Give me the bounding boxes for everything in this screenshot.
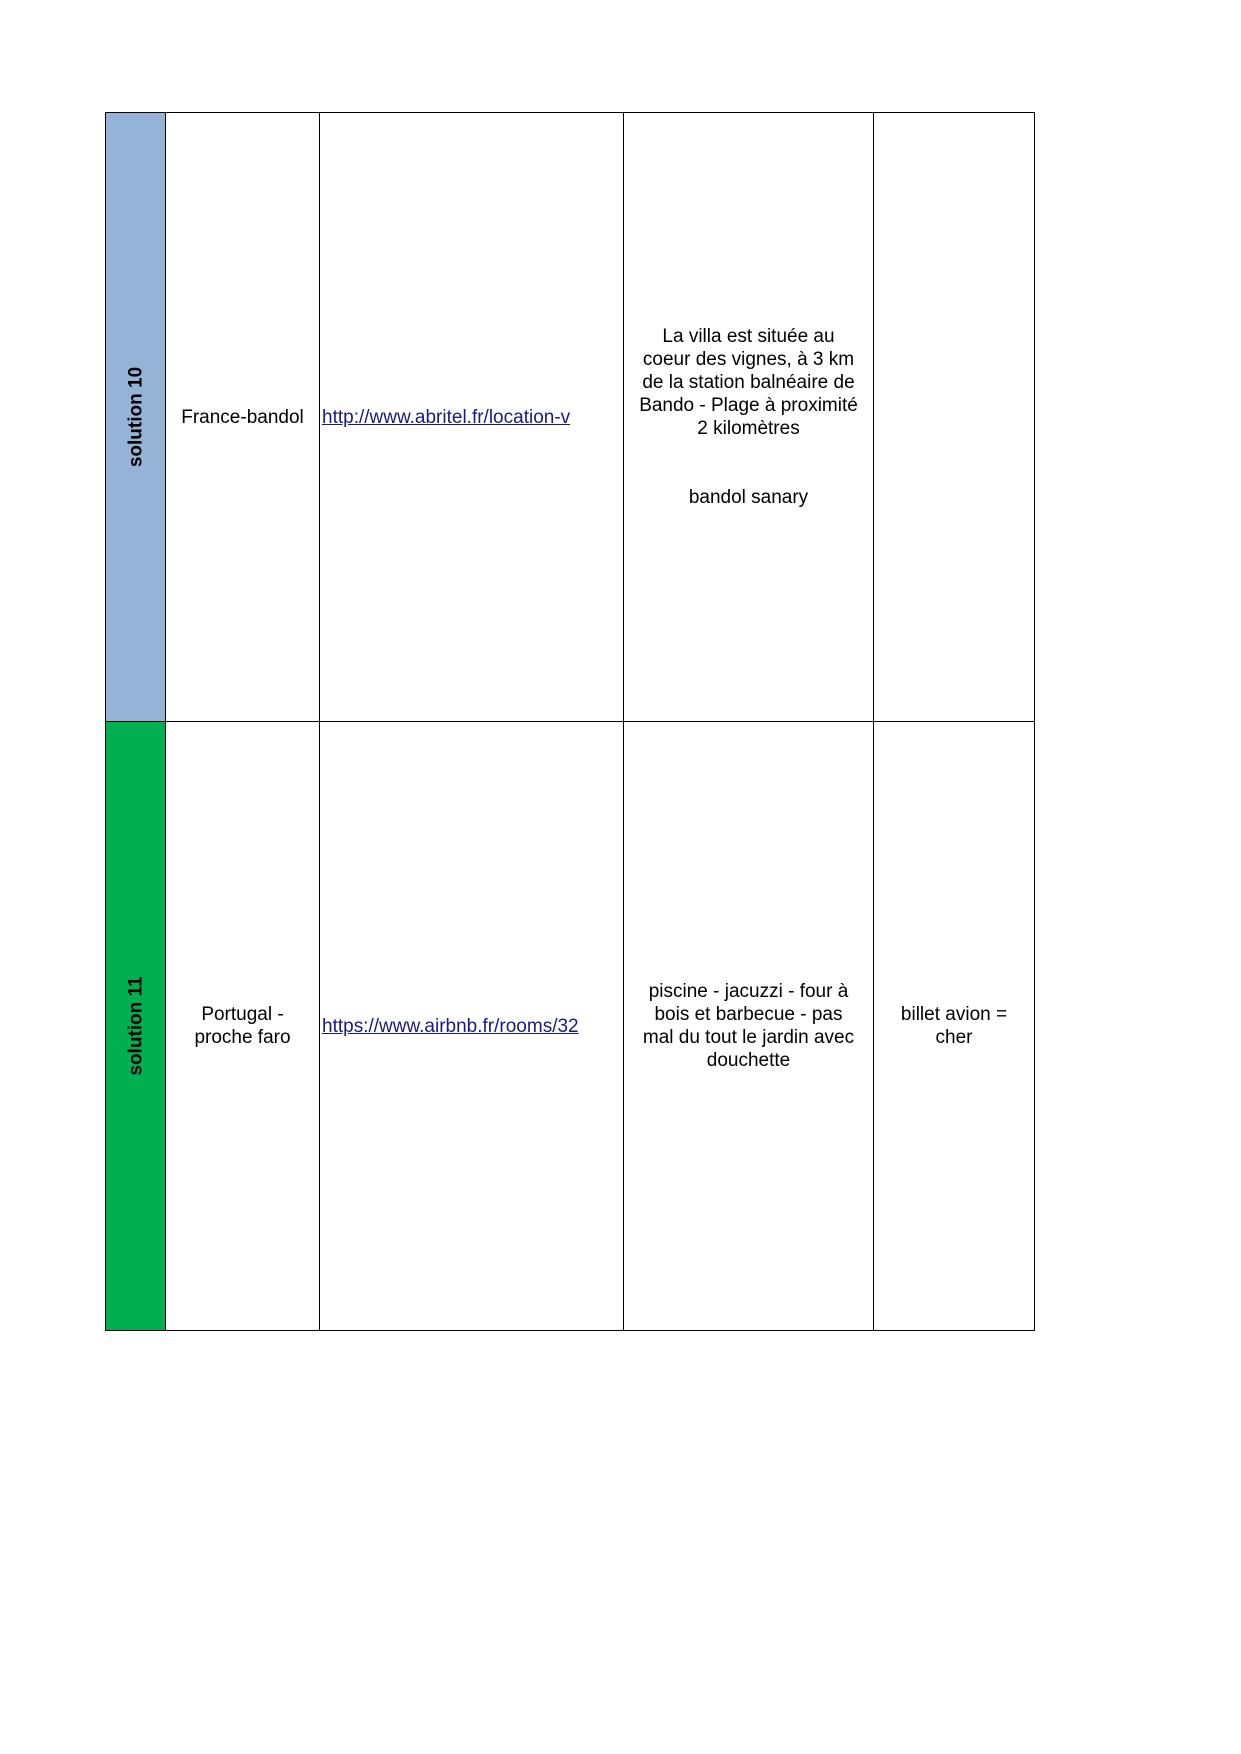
listing-link[interactable]: http://www.abritel.fr/location-v [322,406,571,428]
location-text: France-bandol [181,406,304,428]
comparison-table [105,112,1035,1331]
description-line: Bando - Plage à proximité [639,395,858,416]
description-extra: bandol sanary [688,487,809,508]
row-label: solution 10 [125,366,146,468]
remark-cell [874,722,1035,1331]
listing-link[interactable]: https://www.airbnb.fr/rooms/32 [322,1015,579,1037]
row-label-cell [106,722,166,1331]
description-line: mal du tout le jardin avec [642,1027,855,1048]
table-row [106,113,1035,722]
remark-line: billet avion = [900,1004,1008,1025]
description-cell [624,722,874,1331]
row-label: solution 11 [125,976,146,1076]
row-label-cell [106,113,166,722]
location-cell [166,722,320,1331]
location-cell [166,113,320,722]
link-cell [320,722,624,1331]
spacer [624,440,873,486]
link-cell [320,113,624,722]
location-line: proche faro [194,1027,291,1048]
description-line: de la station balnéaire de [642,372,855,393]
remark-cell [874,113,1035,722]
remark-line: cher [935,1027,973,1048]
description-line: coeur des vignes, à 3 km [642,349,855,370]
description-line: 2 kilomètres [697,418,800,439]
description-line: douchette [706,1050,791,1071]
description-cell [624,113,874,722]
table-row [106,722,1035,1331]
location-line: Portugal - [201,1004,284,1025]
description-line: La villa est située au [662,326,835,347]
description-line: bois et barbecue - pas [654,1004,843,1025]
description-line: piscine - jacuzzi - four à [648,981,849,1002]
